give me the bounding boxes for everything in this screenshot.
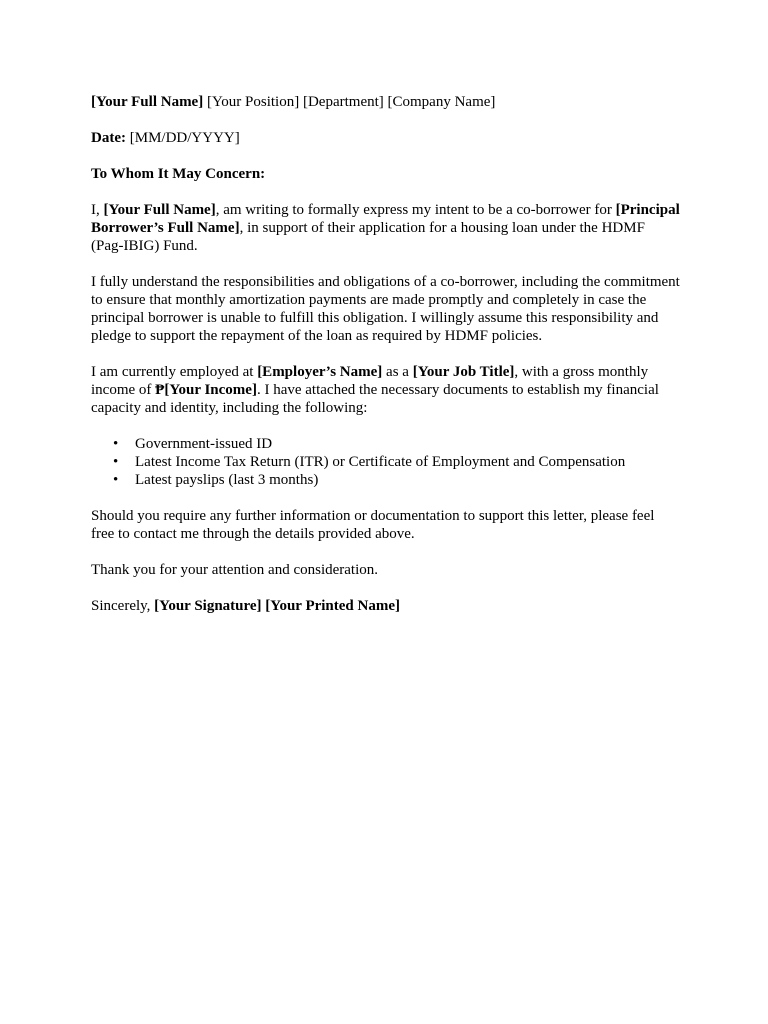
bullet-icon: • <box>113 436 119 452</box>
printed-name-placeholder: [Your Printed Name] <box>265 598 400 614</box>
salutation <box>91 165 681 183</box>
list-item-text: Latest payslips (last 3 months) <box>135 472 319 488</box>
documents-list <box>91 435 681 489</box>
employment-paragraph <box>91 363 681 417</box>
intent-prefix: I, <box>91 202 104 218</box>
thanks-paragraph: Thank you for your attention and consideration. <box>91 562 379 578</box>
intent-borrower: [Principal Borrower’s Full Name] <box>91 202 680 236</box>
bullet-icon: • <box>113 454 119 470</box>
list-item-text: Latest Income Tax Return (ITR) or Certificate of Employment and Compensation <box>135 454 626 470</box>
salutation-text: To Whom It May Concern: <box>91 166 266 182</box>
sender-company: [Company Name] <box>387 94 496 110</box>
signature-placeholder: [Your Signature] <box>154 598 262 614</box>
employment-mid1: as a <box>382 364 413 380</box>
job-title: [Your Job Title] <box>412 364 515 380</box>
contact-paragraph: Should you require any further information or documentation to support this letter, please feel free to contact me through the details provided above. <box>91 508 655 542</box>
employer-name: [Employer’s Name] <box>257 364 383 380</box>
letter-page <box>91 93 681 633</box>
sender-department: [Department] <box>302 94 384 110</box>
bullet-icon: • <box>113 472 119 488</box>
date-label: Date: <box>91 130 126 146</box>
employment-prefix: I am currently employed at <box>91 364 258 380</box>
list-item-text: Government-issued ID <box>135 436 273 452</box>
intent-paragraph <box>91 201 681 255</box>
intent-mid: , am writing to formally express my intent to be a co-borrower for <box>215 202 616 218</box>
sender-header <box>91 93 681 111</box>
list-item <box>113 435 681 453</box>
list-item <box>113 471 681 489</box>
closing-text: Sincerely, <box>91 598 155 614</box>
intent-name: [Your Full Name] <box>103 202 216 218</box>
sender-name: [Your Full Name] <box>91 94 204 110</box>
list-item <box>113 453 681 471</box>
closing-line <box>91 597 681 615</box>
date-line <box>91 129 681 147</box>
employment-suffix: . I have attached the necessary documents to establish my financial capacity and identity, including the following: <box>91 382 659 416</box>
date-value: [MM/DD/YYYY] <box>129 130 240 146</box>
intent-suffix: , in support of their application for a housing loan under the HDMF (Pag-IBIG) Fund. <box>91 220 645 254</box>
income-value: ₱[Your Income] <box>155 382 257 398</box>
employment-mid2: , with a gross monthly income of <box>91 364 649 398</box>
sender-position: [Your Position] <box>206 94 300 110</box>
responsibility-paragraph: I fully understand the responsibilities and obligations of a co-borrower, including the commitment to ensure that monthly amortization payments are made promptly and completely in case the principal borrower is unable to fulfill this obligation. I willingly assume this responsibility and pledge to support the repayment of the loan as required by HDMF policies. <box>91 274 680 344</box>
